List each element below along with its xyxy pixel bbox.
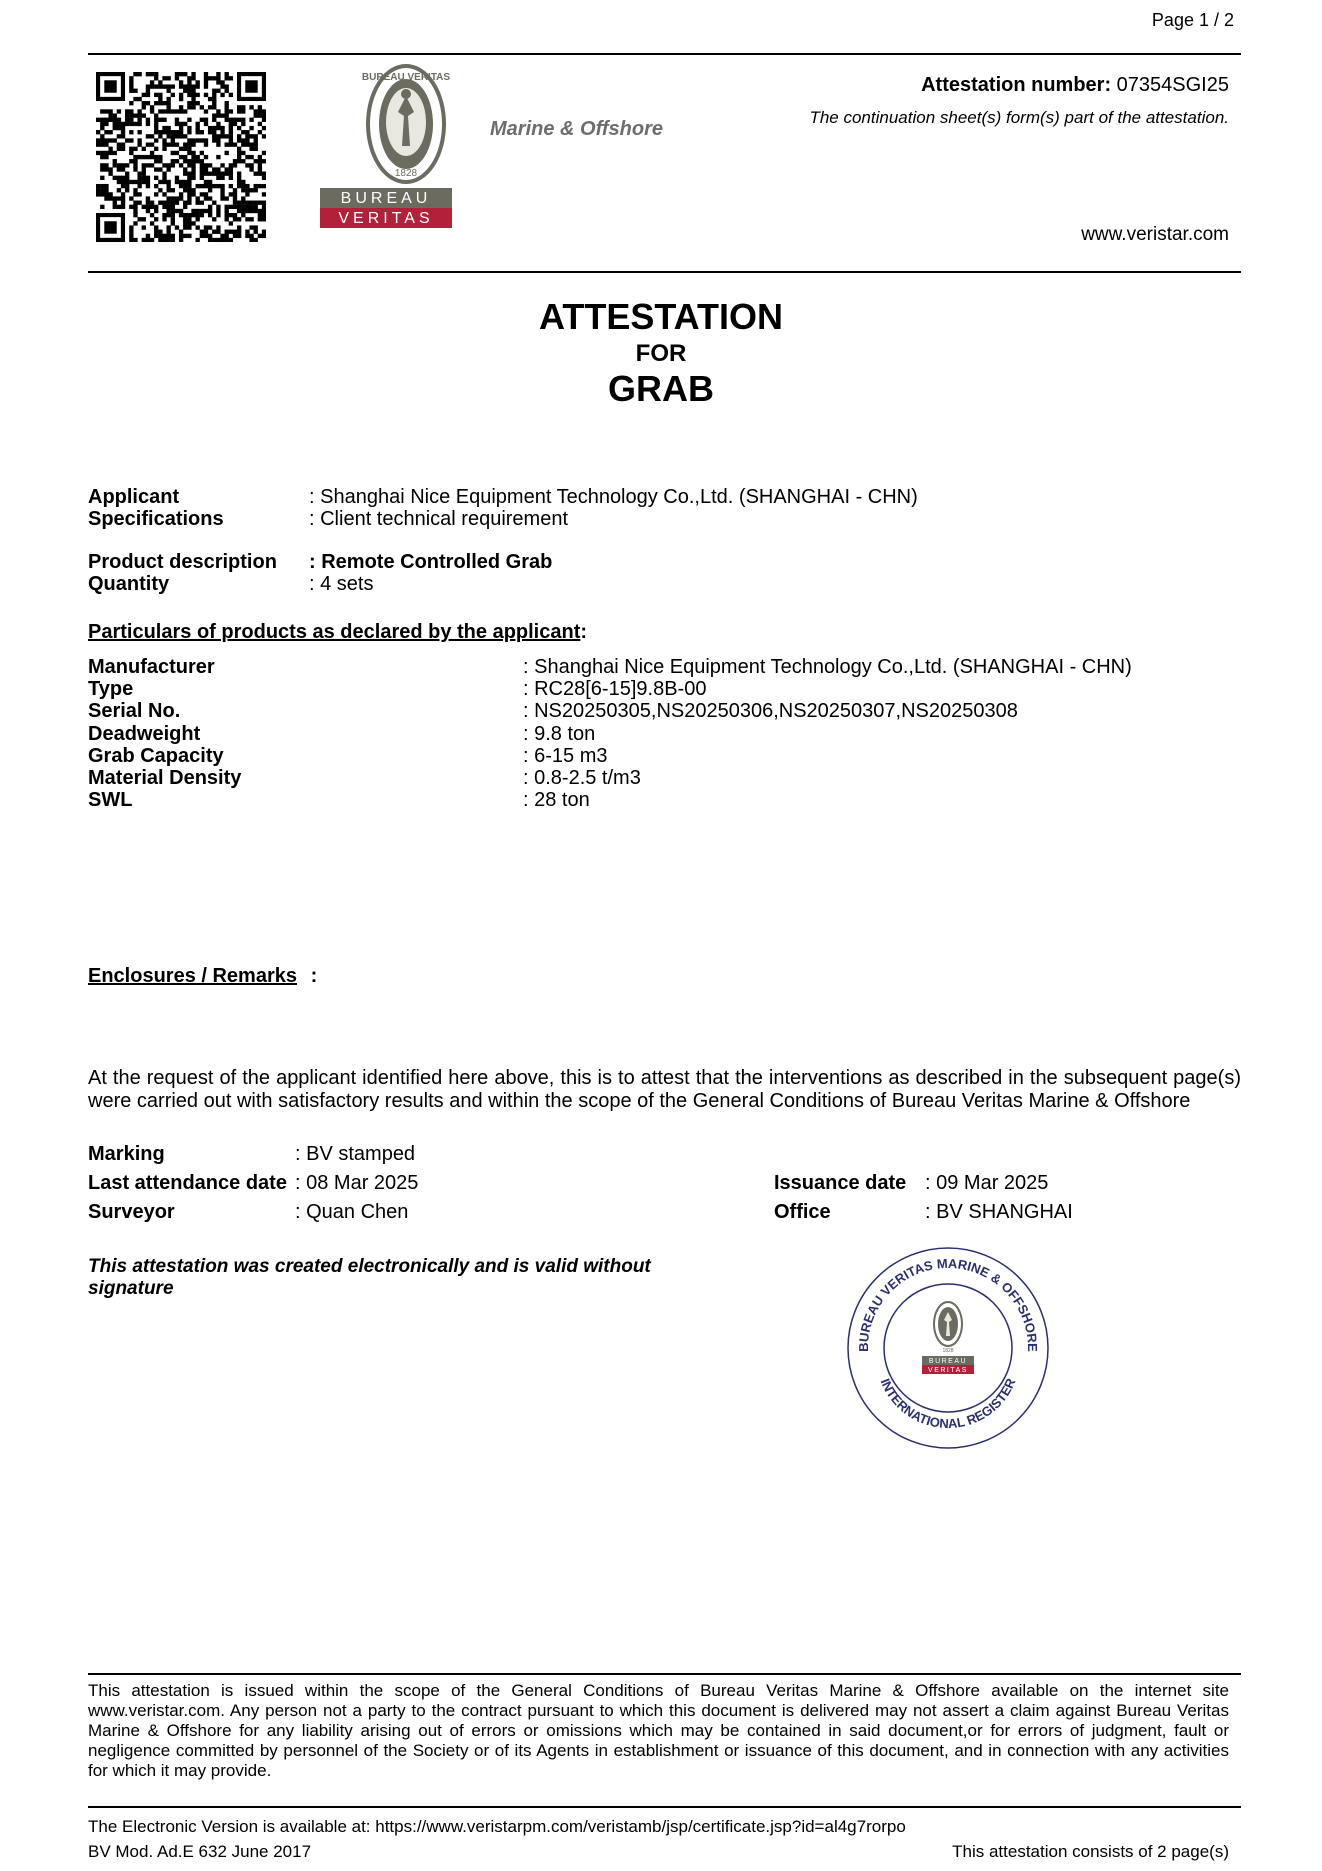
logo-ring-text: BUREAU VERITAS: [361, 72, 451, 83]
enclosures-label: Enclosures / Remarks: [88, 965, 297, 987]
enclosures-remarks: [88, 965, 317, 988]
swl-value: : 28 ton: [523, 789, 590, 811]
title-attestation: ATTESTATION: [539, 296, 783, 337]
attestation-number-label: Attestation number:: [921, 74, 1112, 96]
last-attendance-label: Last attendance date: [88, 1172, 287, 1194]
title-for: FOR: [635, 340, 687, 367]
swl-label: SWL: [88, 789, 133, 811]
grab-capacity-value: : 6-15 m3: [523, 745, 608, 767]
attestation-number-value: 07354SGI25: [1116, 74, 1229, 96]
quantity-value: : 4 sets: [309, 573, 374, 595]
electronic-validity-note: This attestation was created electronically and is valid without signature: [88, 1256, 651, 1299]
deadweight-value: : 9.8 ton: [523, 723, 596, 745]
title-product: GRAB: [608, 368, 714, 409]
specifications-label: Specifications: [88, 508, 224, 530]
last-attendance-value: : 08 Mar 2025: [295, 1172, 419, 1194]
particulars-heading-text: Particulars of products as declared by the applicant: [88, 621, 581, 643]
manufacturer-label: Manufacturer: [88, 656, 215, 678]
qr-code-icon: [96, 72, 266, 242]
footer-disclaimer: This attestation is issued within the scope of the General Conditions of Bureau Veritas Marine & Offshore available on the internet site www.veristar.com. Any person not a party to the contract pursuant to which this document is delivered may not assert a claim against Bureau Veritas Marine & Offshore for any liability arising out of errors or omissions which may be contained in said document,or for errors of judgment, fault or negligence committed by personnel of the Society or of its Agents in establishment or issuance of this document, and in connection with any activities for which it may provide.: [88, 1681, 1229, 1780]
stamp-outer-text: BUREAU VERITAS MARINE & OFFSHORE: [855, 1255, 1041, 1352]
issuance-date-value: : 09 Mar 2025: [925, 1172, 1049, 1194]
serial-no-value: : NS20250305,NS20250306,NS20250307,NS20250308: [523, 700, 1018, 722]
quantity-label: Quantity: [88, 573, 170, 595]
logo-year: 1828: [394, 168, 418, 179]
continuation-note: The continuation sheet(s) form(s) part of the attestation.: [809, 108, 1229, 127]
specifications-value: : Client technical requirement: [309, 508, 569, 530]
svg-text:INTERNATIONAL REGISTER: [878, 1375, 1019, 1431]
bureau-veritas-stamp: [838, 1238, 1058, 1458]
product-description-value: : Remote Controlled Grab: [309, 551, 553, 573]
grab-capacity-label: Grab Capacity: [88, 745, 224, 767]
type-value: : RC28[6-15]9.8B-00: [523, 678, 707, 700]
header-top-rule: [88, 53, 1241, 55]
marking-value: : BV stamped: [295, 1143, 416, 1165]
applicant-value: : Shanghai Nice Equipment Technology Co.,Ltd. (SHANGHAI - CHN): [309, 486, 918, 508]
particulars-heading-colon: :: [580, 621, 588, 643]
footer-top-rule: [88, 1673, 1241, 1675]
marking-label: Marking: [88, 1143, 165, 1165]
electronic-version-link[interactable]: The Electronic Version is available at: https://www.veristarpm.com/veristamb/jsp/certificate.jsp?id=al4g7rorpo: [88, 1817, 906, 1836]
serial-no-label: Serial No.: [88, 700, 181, 722]
stamp-word-veritas: VERITAS: [928, 1367, 968, 1374]
deadweight-label: Deadweight: [88, 723, 201, 745]
stamp-year: 1828: [942, 1348, 954, 1354]
applicant-label: Applicant: [88, 486, 180, 508]
stamp-word-bureau: BUREAU: [928, 1358, 968, 1365]
website-link[interactable]: www.veristar.com: [1081, 224, 1229, 245]
form-reference: BV Mod. Ad.E 632 June 2017: [88, 1842, 312, 1861]
office-value: : BV SHANGHAI: [925, 1201, 1073, 1223]
logo-word-veritas: VERITAS: [338, 210, 434, 227]
office-label: Office: [774, 1201, 831, 1223]
material-density-value: : 0.8-2.5 t/m3: [523, 767, 641, 789]
page-indicator: Page 1 / 2: [1151, 10, 1234, 30]
type-label: Type: [88, 678, 134, 700]
attestation-number: [921, 74, 1229, 97]
stamp-bottom-text: INTERNATIONAL REGISTER: [877, 1376, 1019, 1432]
enclosures-colon: :: [310, 965, 318, 987]
division-name: Marine & Offshore: [490, 118, 663, 140]
issuance-date-label: Issuance date: [774, 1172, 907, 1194]
page-count: This attestation consists of 2 page(s): [952, 1842, 1229, 1861]
manufacturer-value: : Shanghai Nice Equipment Technology Co.,Ltd. (SHANGHAI - CHN): [523, 656, 1132, 678]
material-density-label: Material Density: [88, 767, 242, 789]
surveyor-value: : Quan Chen: [295, 1201, 409, 1223]
surveyor-label: Surveyor: [88, 1201, 175, 1223]
header-bottom-rule: [88, 271, 1241, 273]
particulars-heading: [88, 621, 587, 644]
logo-word-bureau: BUREAU: [340, 190, 432, 207]
product-description-label: Product description: [88, 551, 277, 573]
footer-bottom-rule: [88, 1806, 1241, 1808]
attestation-statement: At the request of the applicant identified here above, this is to attest that the interventions as described in the subsequent page(s) were carried out with satisfactory results and within the scope of the General Conditions of Bureau Veritas Marine & Offshore: [88, 1067, 1241, 1112]
bureau-veritas-logo: [318, 62, 494, 230]
